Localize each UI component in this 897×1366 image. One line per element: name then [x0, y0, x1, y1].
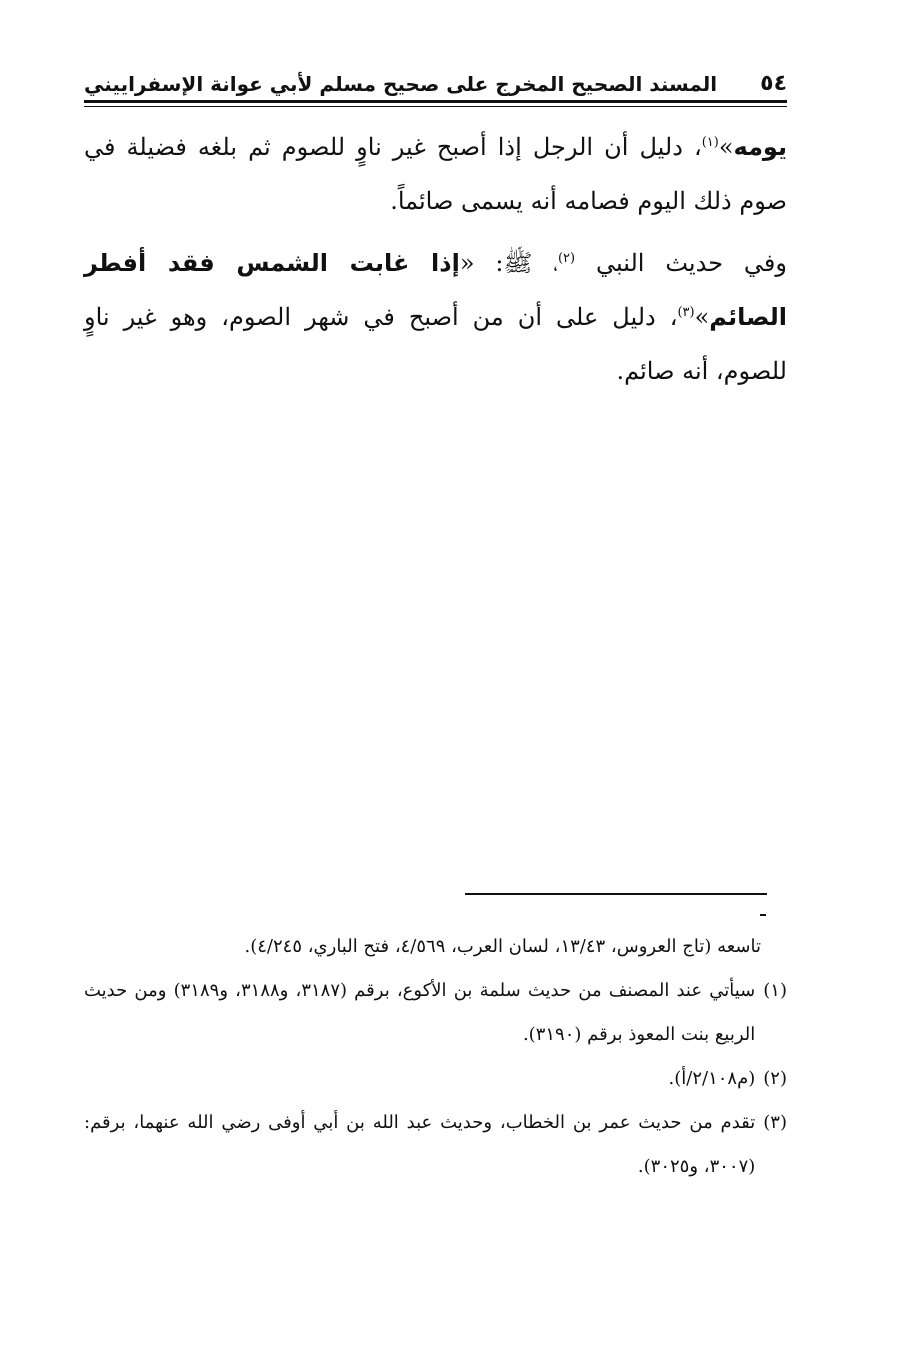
footnote-ref-3: (٣) — [677, 305, 695, 320]
header-rule-thick — [84, 100, 787, 103]
footnote-continuation: تاسعه (تاج العروس، ١٣/٤٣، لسان العرب، ٤/٥٦٩، فتح الباري، ٤/٢٤٥). — [244, 936, 761, 957]
main-text — [84, 120, 787, 398]
paragraph-2-text: ، دليل على أن من أصبح في شهر الصوم، وهو غير ناوٍ للصوم، أنه صائم. — [84, 303, 787, 385]
footnote-1 — [84, 969, 787, 1057]
paragraph-2-intro: وفي حديث النبي — [575, 249, 787, 277]
footnote-separator — [465, 893, 767, 895]
paragraph-1-text: ، دليل أن الرجل إذا أصبح غير ناوٍ للصوم ثم بلغه فضيلة في صوم ذلك اليوم فصامه أنه يسمى صائماً. — [84, 133, 787, 215]
page-header — [84, 60, 787, 96]
quote-close-2: » — [694, 303, 710, 331]
continuation-mark — [760, 914, 766, 916]
footnote-ref-2: (٢) — [557, 251, 576, 266]
quote-bold-text: يومه — [733, 133, 787, 161]
footnotes — [84, 925, 787, 1189]
footnote-3 — [84, 1101, 787, 1189]
paragraph-2-mid: ، ﷺ: « — [459, 249, 558, 277]
hadith-quote: إذا غابت الشمس فقد أفطر الصائم — [84, 249, 787, 331]
page-number: ٥٤ — [760, 71, 787, 96]
quote-close: » — [718, 133, 734, 161]
running-title: المسند الصحيح المخرج على صحيح مسلم لأبي عوانة الإسفراييني — [84, 72, 718, 96]
footnote-text: سيأتي عند المصنف من حديث سلمة بن الأكوع، برقم (٣١٨٧، و٣١٨٨، و٣١٨٩) ومن حديث الربيع بنت المعوذ برقم (٣١٩٠). — [84, 980, 756, 1045]
footnote-ref-1: (١) — [701, 135, 719, 150]
paragraph-1 — [84, 120, 787, 228]
footnote-number: (١) — [763, 980, 787, 1001]
footnote-number: (٢) — [763, 1068, 787, 1089]
footnote-2 — [84, 1057, 787, 1101]
paragraph-2 — [84, 236, 787, 398]
footnote-text: (م٢/١٠٨/أ). — [668, 1068, 756, 1089]
footnote-number: (٣) — [763, 1112, 787, 1133]
header-rule-thin — [84, 106, 787, 107]
footnote-text: تقدم من حديث عمر بن الخطاب، وحديث عبد الله بن أبي أوفى رضي الله عنهما، برقم: (٣٠٠٧، و٣٠٢٥). — [84, 1112, 756, 1177]
